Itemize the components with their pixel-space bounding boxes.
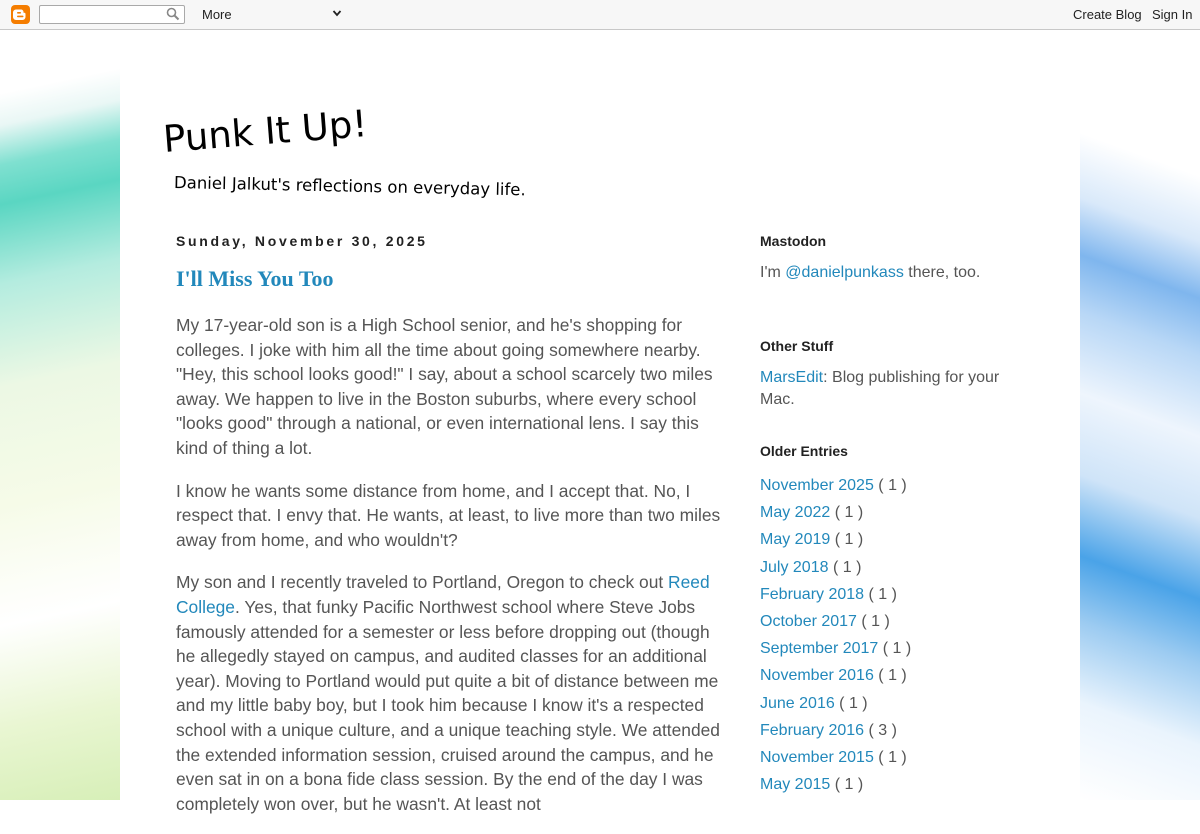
archive-count: ( 1 ) <box>828 558 862 576</box>
paragraph-text: My son and I recently traveled to Portland, Oregon to check out <box>176 572 669 593</box>
archive-item <box>760 557 911 584</box>
archive-link[interactable]: May 2019 <box>760 531 831 549</box>
archive-count: ( 3 ) <box>864 721 897 739</box>
post-paragraph: I know he wants some distance from home, and I accept that. No, I respect that. I envy that. He wants, at least, to live more than two miles away from home, and who wouldn't? <box>176 480 721 550</box>
archive-list <box>760 475 911 801</box>
archive-item <box>760 665 911 692</box>
archive-link[interactable]: February 2018 <box>760 585 865 603</box>
widget-text: : Blog publishing for your Mac. <box>760 369 1000 408</box>
post-title-link[interactable]: I'll Miss You Too <box>176 266 334 291</box>
archive-count: ( 1 ) <box>834 694 868 712</box>
other-stuff-widget-title: Other Stuff <box>760 338 834 354</box>
archive-item <box>760 584 911 611</box>
more-dropdown[interactable] <box>202 7 344 23</box>
post-paragraph: My 17-year-old son is a High School senior, and he's shopping for colleges. I joke with him all the time about going somewhere nearby. "Hey, this school looks good!" I say, about a school scarcely two miles away. We happen to live in the Boston suburbs, where every school "looks good" through a national, or even international lens. I say this kind of thing a lot. <box>176 315 713 458</box>
archive-link[interactable]: February 2016 <box>760 721 865 739</box>
search-icon[interactable] <box>166 7 180 21</box>
archive-count: ( 1 ) <box>873 477 907 494</box>
archive-count: ( 1 ) <box>830 504 864 522</box>
mastodon-profile-link[interactable]: @danielpunkass <box>785 264 904 281</box>
archive-link[interactable]: July 2018 <box>760 558 829 576</box>
archive-item <box>760 475 911 502</box>
archive-item <box>760 693 911 720</box>
reed-college-link[interactable]: Reed College <box>176 572 710 617</box>
archive-item <box>760 747 911 774</box>
mastodon-widget-text <box>760 262 1025 284</box>
archive-link[interactable]: June 2016 <box>760 694 835 712</box>
post-paragraph <box>176 570 721 816</box>
blogger-logo-icon[interactable] <box>11 5 30 24</box>
archive-count: ( 1 ) <box>873 667 907 685</box>
marsedit-link[interactable]: MarsEdit <box>760 369 824 386</box>
mastodon-widget-title: Mastodon <box>760 233 827 249</box>
archive-item <box>760 720 911 747</box>
post-body <box>176 313 721 834</box>
archive-count: ( 1 ) <box>830 776 864 794</box>
archive-item <box>760 529 911 556</box>
navbar-search-input[interactable] <box>39 5 185 24</box>
post-date: Sunday, November 30, 2025 <box>176 233 428 249</box>
older-entries-widget-title: Older Entries <box>760 443 848 459</box>
archive-link[interactable]: September 2017 <box>760 640 879 658</box>
archive-link[interactable]: November 2016 <box>760 667 874 685</box>
blog-description: Daniel Jalkut's reflections on everyday life. <box>173 173 526 200</box>
archive-count: ( 1 ) <box>830 531 864 549</box>
paragraph-text: . Yes, that funky Pacific Northwest school where Steve Jobs famously attended for a semester or less before dropping out (though he allegedly stayed on campus, and audited classes for an additional year). Moving to Portland would put quite a bit of distance between me and my little baby boy, but I took him because I know it's a respected school with a unique culture, and a unique teaching style. We attended the extended information session, cruised around the campus, and he even sat in on a bona fide class session. By the end of the day I was completely won over, but he wasn't. At least not <box>176 596 720 814</box>
archive-item <box>760 638 911 665</box>
widget-text: there, too. <box>903 264 981 281</box>
more-dropdown-label: More <box>202 7 232 22</box>
sign-in-link[interactable]: Sign In <box>1152 7 1193 22</box>
create-blog-link[interactable]: Create Blog <box>1073 7 1142 22</box>
archive-item <box>760 611 911 638</box>
archive-item <box>760 774 911 801</box>
archive-link[interactable]: May 2015 <box>760 776 831 794</box>
archive-link[interactable]: November 2025 <box>760 477 874 494</box>
archive-link[interactable]: November 2015 <box>760 748 874 766</box>
archive-count: ( 1 ) <box>873 748 907 766</box>
archive-count: ( 1 ) <box>856 612 890 630</box>
blog-title[interactable]: Punk It Up! <box>161 102 369 161</box>
background-right-decoration <box>1080 30 1200 800</box>
widget-text: I'm <box>760 264 786 281</box>
archive-item <box>760 502 911 529</box>
background-left-decoration <box>0 30 120 800</box>
other-stuff-widget-text <box>760 367 1025 411</box>
archive-link[interactable]: May 2022 <box>760 504 831 522</box>
archive-count: ( 1 ) <box>878 640 912 658</box>
chevron-down-icon <box>332 8 342 18</box>
blogger-navbar <box>0 0 1200 30</box>
archive-count: ( 1 ) <box>864 585 897 603</box>
archive-link[interactable]: October 2017 <box>760 612 857 630</box>
